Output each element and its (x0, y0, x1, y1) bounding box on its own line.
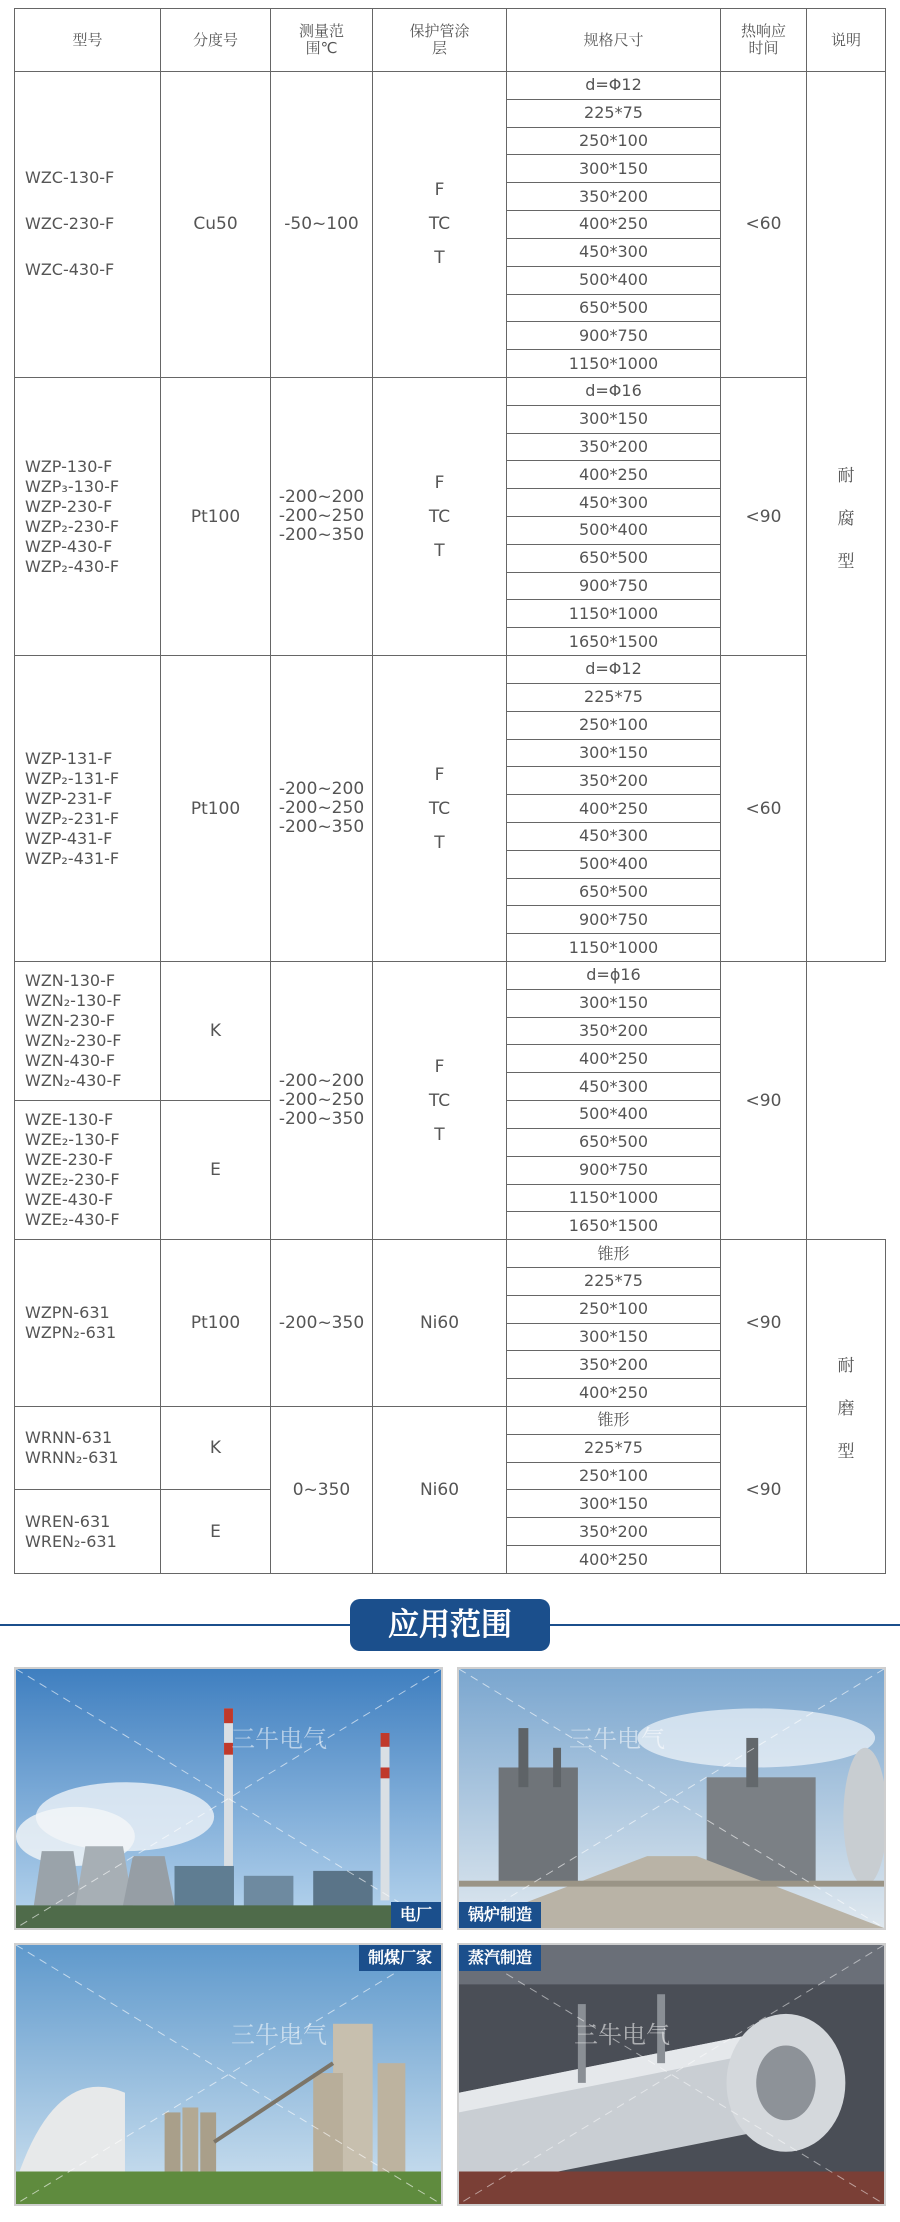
size-cell: 500*400 (507, 266, 721, 294)
range-line: -200~350 (278, 525, 365, 545)
coal-plant-image (16, 1945, 441, 2204)
application-title: 应用范围 (350, 1599, 550, 1651)
size-cell: 400*250 (507, 1045, 721, 1073)
index-cell: Pt100 (161, 656, 271, 962)
note-char: 耐 (837, 1356, 855, 1377)
coating-cell (373, 656, 507, 962)
size-cell: 450*300 (507, 822, 721, 850)
coating-item: F (434, 472, 445, 493)
coating-item: F (434, 764, 445, 785)
photo-label: 蒸汽制造 (459, 1945, 541, 1971)
model-name: WZP-431-F (25, 828, 113, 848)
header-range: 测量范围℃ (271, 9, 373, 72)
model-name: WZN₂-430-F (25, 1071, 122, 1091)
model-name: WZC-430-F (25, 260, 115, 280)
model-name: WZE₂-130-F (25, 1130, 120, 1150)
size-cell: 300*150 (507, 1490, 721, 1518)
response-cell: <90 (721, 1240, 807, 1407)
photo-boiler (457, 1667, 886, 1930)
model-name: WZP₂-431-F (25, 848, 120, 868)
index-cell: E (161, 1490, 271, 1574)
model-name: WZC-130-F (25, 168, 115, 188)
model-cell (15, 656, 161, 962)
coating-cell: Ni60 (373, 1240, 507, 1407)
size-cell: 250*100 (507, 1295, 721, 1323)
size-cell: 250*100 (507, 1462, 721, 1490)
model-name: WZP₃-130-F (25, 476, 120, 496)
range-line: -200~350 (278, 1109, 365, 1130)
size-cell: 1150*1000 (507, 600, 721, 628)
index-cell: Cu50 (161, 72, 271, 378)
index-cell: K (161, 1407, 271, 1490)
model-name: WZE-230-F (25, 1150, 114, 1170)
model-name: WZE-430-F (25, 1190, 114, 1210)
coating-item: T (434, 1124, 445, 1145)
model-name: WZP₂-430-F (25, 556, 120, 576)
index-cell: E (161, 1101, 271, 1240)
range-cell: -200~350 (271, 1240, 373, 1407)
model-cell (15, 1407, 161, 1490)
coating-cell: Ni60 (373, 1407, 507, 1574)
watermark: 三牛电气 (574, 2021, 670, 2049)
range-line: -200~200 (278, 779, 365, 800)
size-cell: 锥形 (507, 1407, 721, 1435)
coating-cell (373, 72, 507, 378)
model-name: WREN₂-631 (25, 1531, 117, 1551)
range-cell (271, 377, 373, 655)
size-cell: 500*400 (507, 517, 721, 545)
coating-item: F (434, 1056, 445, 1077)
model-name: WZC-230-F (25, 214, 115, 234)
size-cell: 225*75 (507, 683, 721, 711)
size-cell: 225*75 (507, 1434, 721, 1462)
range-line: -200~200 (278, 1071, 365, 1092)
size-cell: 400*250 (507, 461, 721, 489)
size-cell: 350*200 (507, 1017, 721, 1045)
size-cell: 1150*1000 (507, 934, 721, 962)
size-cell: 300*150 (507, 989, 721, 1017)
note-char: 磨 (837, 1399, 855, 1420)
model-name: WZP₂-231-F (25, 808, 120, 828)
size-cell: 300*150 (507, 1323, 721, 1351)
photo-coal (14, 1943, 443, 2206)
model-name: WREN-631 (25, 1511, 111, 1531)
range-line: -200~200 (278, 487, 365, 507)
index-cell: K (161, 962, 271, 1101)
watermark: 三牛电气 (569, 1725, 665, 1753)
note-corrosion (807, 72, 886, 962)
coating-item: F (434, 180, 445, 201)
size-cell: 650*500 (507, 878, 721, 906)
size-cell: 350*200 (507, 1351, 721, 1379)
steam-pipe-image (459, 1945, 884, 2204)
header-note: 说明 (807, 9, 886, 72)
model-name: WZP-131-F (25, 748, 113, 768)
model-name: WRNN₂-631 (25, 1448, 119, 1468)
range-line: -200~250 (278, 798, 365, 819)
model-name: WZN-230-F (25, 1011, 116, 1031)
note-char: 耐 (837, 466, 855, 486)
size-cell: d=Φ12 (507, 656, 721, 684)
model-name: WZN-430-F (25, 1051, 116, 1071)
size-cell: 450*300 (507, 238, 721, 266)
model-name: WZP-430-F (25, 536, 113, 556)
model-name: WZN-130-F (25, 971, 116, 991)
index-cell: Pt100 (161, 377, 271, 655)
coating-cell (373, 962, 507, 1240)
size-cell: 400*250 (507, 1379, 721, 1407)
photo-steam (457, 1943, 886, 2206)
coating-item: T (434, 832, 445, 853)
coating-cell (373, 377, 507, 655)
size-cell: 400*250 (507, 211, 721, 239)
model-cell (15, 1240, 161, 1407)
table-header-row (15, 9, 886, 72)
header-model: 型号 (15, 9, 161, 72)
model-name: WZP-130-F (25, 456, 113, 476)
size-cell: 1650*1500 (507, 1212, 721, 1240)
photo-label: 锅炉制造 (459, 1902, 541, 1928)
range-line: -200~250 (278, 506, 365, 526)
model-cell (15, 1101, 161, 1240)
header-index: 分度号 (161, 9, 271, 72)
model-cell (15, 1490, 161, 1574)
note-char: 型 (837, 1442, 855, 1463)
boiler-plant-image (459, 1669, 884, 1928)
size-cell: 900*750 (507, 322, 721, 350)
size-cell: 225*75 (507, 99, 721, 127)
note-char: 腐 (837, 509, 855, 529)
size-cell: 350*200 (507, 183, 721, 211)
note-wear (807, 1240, 886, 1574)
size-cell: 300*150 (507, 155, 721, 183)
range-line: -200~350 (278, 817, 365, 838)
range-line: -200~250 (278, 1090, 365, 1111)
model-cell (15, 962, 161, 1101)
coating-item: TC (428, 798, 451, 819)
model-name: WZE₂-230-F (25, 1170, 120, 1190)
size-cell: 1150*1000 (507, 350, 721, 378)
model-cell (15, 72, 161, 378)
photo-label: 制煤厂家 (359, 1945, 441, 1971)
size-cell: 500*400 (507, 850, 721, 878)
coating-item: TC (428, 506, 451, 527)
range-cell (271, 962, 373, 1240)
photo-power-plant (14, 1667, 443, 1930)
model-name: WZP-231-F (25, 788, 113, 808)
coating-item: TC (428, 1090, 451, 1111)
model-name: WZE₂-430-F (25, 1210, 120, 1230)
response-cell: <60 (721, 72, 807, 378)
model-name: WZN₂-130-F (25, 991, 122, 1011)
model-cell (15, 377, 161, 655)
size-cell: 400*250 (507, 795, 721, 823)
size-cell: d=ɸ16 (507, 962, 721, 990)
range-cell (271, 656, 373, 962)
size-cell: 300*150 (507, 405, 721, 433)
size-cell: 450*300 (507, 489, 721, 517)
model-name: WZPN-631 (25, 1303, 110, 1323)
size-cell: 650*500 (507, 294, 721, 322)
size-cell: 350*200 (507, 767, 721, 795)
size-cell: 225*75 (507, 1267, 721, 1295)
size-cell: 250*100 (507, 127, 721, 155)
size-cell: 500*400 (507, 1101, 721, 1129)
size-cell: 350*200 (507, 433, 721, 461)
size-cell: 250*100 (507, 711, 721, 739)
coating-item: T (434, 540, 445, 561)
size-cell: d=Φ12 (507, 72, 721, 100)
watermark: 三牛电气 (231, 2021, 327, 2049)
model-name: WZN₂-230-F (25, 1031, 122, 1051)
size-cell: 650*500 (507, 544, 721, 572)
size-cell: 650*500 (507, 1128, 721, 1156)
size-cell: 300*150 (507, 739, 721, 767)
model-name: WZE-130-F (25, 1110, 114, 1130)
response-cell: <90 (721, 962, 807, 1240)
size-cell: 1150*1000 (507, 1184, 721, 1212)
response-cell: <90 (721, 1407, 807, 1574)
size-cell: 900*750 (507, 1156, 721, 1184)
model-name: WZP₂-131-F (25, 768, 120, 788)
size-cell: 900*750 (507, 906, 721, 934)
size-cell: 锥形 (507, 1240, 721, 1268)
model-name: WZP₂-230-F (25, 516, 120, 536)
model-name: WZP-230-F (25, 496, 113, 516)
response-cell: <90 (721, 377, 807, 655)
model-name: WRNN-631 (25, 1428, 113, 1448)
model-name: WZPN₂-631 (25, 1323, 117, 1343)
header-coating: 保护管涂层 (373, 9, 507, 72)
spec-table (14, 8, 886, 1574)
header-response: 热响应时间 (721, 9, 807, 72)
size-cell: d=Φ16 (507, 377, 721, 405)
header-size: 规格尺寸 (507, 9, 721, 72)
power-plant-image (16, 1669, 441, 1928)
range-cell: 0~350 (271, 1407, 373, 1574)
index-cell: Pt100 (161, 1240, 271, 1407)
size-cell: 1650*1500 (507, 628, 721, 656)
coating-item: T (434, 248, 445, 269)
size-cell: 400*250 (507, 1546, 721, 1574)
watermark: 三牛电气 (231, 1725, 327, 1753)
note-char: 型 (837, 552, 855, 572)
coating-item: TC (428, 214, 451, 235)
range-cell: -50~100 (271, 72, 373, 378)
size-cell: 450*300 (507, 1073, 721, 1101)
response-cell: <60 (721, 656, 807, 962)
size-cell: 350*200 (507, 1518, 721, 1546)
photo-label: 电厂 (391, 1902, 441, 1928)
size-cell: 900*750 (507, 572, 721, 600)
